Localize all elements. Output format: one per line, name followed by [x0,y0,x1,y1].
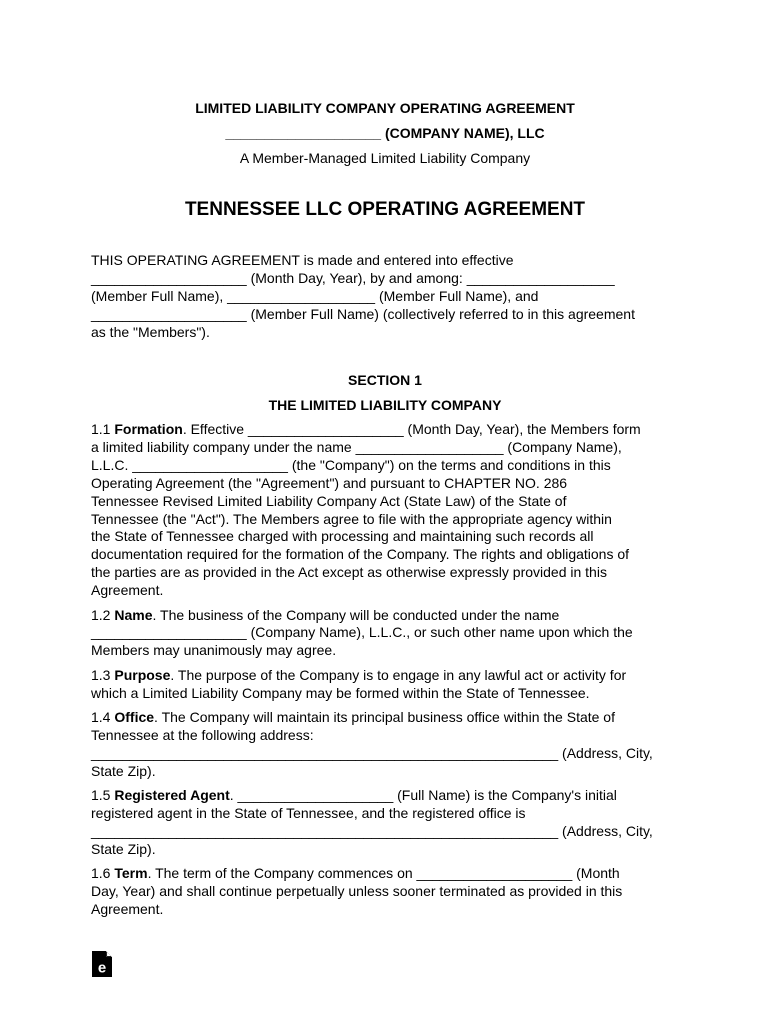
clause-text: . The Company will maintain its principal business office within the State of [154,709,615,726]
clause-office [91,709,681,781]
clause-number: 1.6 [91,865,115,882]
clause-formation [91,421,681,600]
clause-first-line [91,607,681,625]
clause-number: 1.3 [91,666,115,683]
section-title: THE LIMITED LIABILITY COMPANY [268,397,502,413]
clause-heading: Purpose [114,666,171,683]
clause-text: . The term of the Company commences on ____________________ (Month [147,865,620,882]
clause-line: registered agent in the State of Tennessee, and the registered office is [91,805,526,822]
clause-heading: Registered Agent [114,787,230,804]
clause-line: ____________________ (Company Name), L.L.C., or such other name upon which the [91,624,633,641]
clause-line: Agreement. [91,901,164,918]
clause-heading: Term [114,865,148,882]
clause-heading: Name [114,606,153,623]
clause-number: 1.1 [91,421,115,437]
clause-number: 1.4 [91,709,115,726]
clause-line: the parties are as provided in the Act except as otherwise expressly provided in this [91,564,607,581]
clause-registered-agent [91,787,681,859]
clause-number: 1.5 [91,787,115,804]
agreement-heading: LIMITED LIABILITY COMPANY OPERATING AGREEMENT [195,100,575,116]
clause-line: L.L.C. ____________________ (the "Company") on the terms and conditions in this [91,456,611,473]
intro-line: (Member Full Name), ___________________ (Member Full Name), and [91,287,539,304]
company-type-subheading: A Member-Managed Limited Liability Company [239,150,531,166]
intro-paragraph [91,252,681,342]
section-clauses [91,421,681,926]
clause-line: Tennessee Revised Limited Liability Company Act (State Law) of the State of [91,492,567,509]
clause-first-line [91,865,681,883]
clause-purpose [91,667,681,703]
clause-heading: Office [114,709,155,726]
document-title: TENNESSEE LLC OPERATING AGREEMENT [184,199,586,220]
clause-line: a limited liability company under the name ___________________ (Company Name), [91,438,622,455]
clause-line: State Zip). [91,762,156,779]
clause-text: . ____________________ (Full Name) is the Company's initial [229,787,617,804]
intro-line: as the "Members"). [91,323,210,340]
clause-line: Day, Year) and shall continue perpetually unless sooner terminated as provided in this [91,883,623,900]
clause-line: Agreement. [91,582,164,599]
clause-line: Tennessee at the following address: [91,727,314,743]
intro-line: THIS OPERATING AGREEMENT is made and entered into effective [91,252,514,268]
clause-line: Tennessee (the "Act"). The Members agree to file with the appropriate agency within [91,510,612,527]
clause-line: Members may unanimously may agree. [91,642,337,659]
clause-first-line [91,709,681,727]
clause-text: . Effective ____________________ (Month Day, Year), the Members form [182,421,641,437]
svg-text:e: e [97,959,107,977]
company-name-heading: ____________________ (COMPANY NAME), LLC [225,125,545,141]
clause-first-line [91,667,681,685]
intro-line: ____________________ (Month Day, Year), by and among: ___________________ [91,269,615,286]
clause-line: which a Limited Liability Company may be formed within the State of Tennessee. [91,684,590,701]
clause-first-line [91,787,681,805]
eforms-document-icon [91,950,113,978]
section-number: SECTION 1 [348,372,422,388]
clause-line: ____________________________________________________________ (Address, City, [91,744,653,761]
clause-line: ____________________________________________________________ (Address, City, [91,823,653,840]
clause-heading: Formation [114,421,183,437]
intro-line: ____________________ (Member Full Name) (collectively referred to in this agreement [91,305,635,322]
clause-line: the State of Tennessee charged with processing and maintaining such records all [91,528,594,545]
clause-text: . The business of the Company will be conducted under the name [152,606,560,623]
clause-term [91,865,681,919]
clause-name [91,607,681,661]
clause-text: . The purpose of the Company is to engage in any lawful act or activity for [170,666,627,683]
clause-number: 1.2 [91,606,115,623]
clause-line: documentation required for the formation of the Company. The rights and obligations of [91,546,630,563]
clause-line: Operating Agreement (the "Agreement") and pursuant to CHAPTER NO. 286 [91,474,568,491]
clause-first-line [91,421,681,439]
clause-line: State Zip). [91,840,156,857]
